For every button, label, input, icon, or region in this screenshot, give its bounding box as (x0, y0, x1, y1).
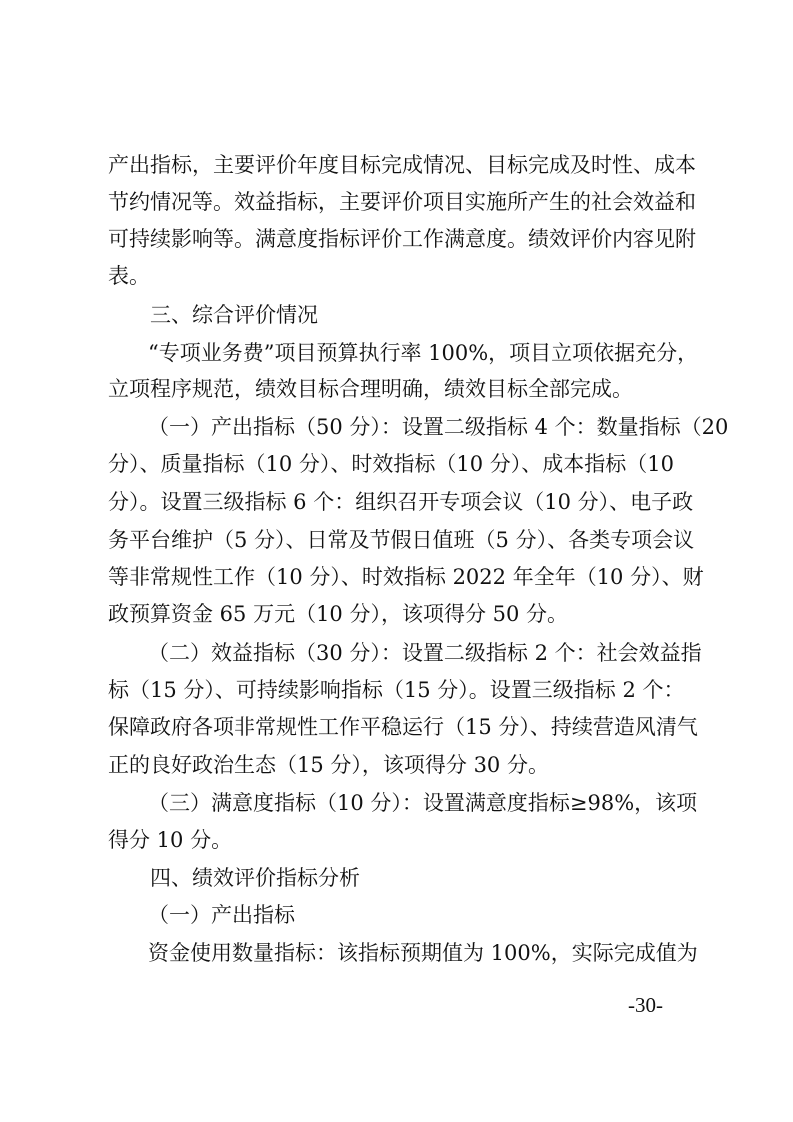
text-line: 立项程序规范，绩效目标合理明确，绩效目标全部完成。 (108, 377, 633, 401)
subsection-line: （二）效益指标（30 分）：设置二级指标 2 个：社会效益指 (148, 641, 702, 665)
subsection-line: （一）产出指标（50 分）：设置二级指标 4 个：数量指标（20 (148, 415, 729, 439)
text-line: 节约情况等。效益指标，主要评价项目实施所产生的社会效益和 (108, 190, 696, 214)
section-heading: 四、绩效评价指标分析 (150, 866, 360, 890)
page-number: -30- (628, 993, 663, 1017)
text-line: 资金使用数量指标：该指标预期值为 100%，实际完成值为 (148, 941, 698, 965)
text-line: 正的良好政治生态（15 分），该项得分 30 分。 (108, 753, 549, 777)
text-line: 表。 (108, 264, 150, 288)
text-line: 务平台维护（5 分）、日常及节假日值班（5 分）、各类专项会议 (108, 528, 695, 552)
text-line: 保障政府各项非常规性工作平稳运行（15 分）、持续营造风清气 (108, 715, 698, 739)
text-line: 分）、质量指标（10 分）、时效指标（10 分）、成本指标（10 (108, 452, 675, 476)
section-heading: 三、综合评价情况 (150, 303, 318, 327)
text-line: 得分 10 分。 (108, 828, 233, 852)
text-line: 政预算资金 65 万元（10 分），该项得分 50 分。 (108, 602, 569, 626)
text-line: 分）。设置三级指标 6 个：组织召开专项会议（10 分）、电子政 (108, 490, 694, 514)
subsection-line: （三）满意度指标（10 分）：设置满意度指标≥98%，该项 (148, 791, 698, 815)
text-line: 等非常规性工作（10 分）、时效指标 2022 年全年（10 分）、财 (108, 565, 704, 589)
text-line: 可持续影响等。满意度指标评价工作满意度。绩效评价内容见附 (108, 227, 696, 251)
text-line: 标（15 分）、可持续影响指标（15 分）。设置三级指标 2 个： (108, 678, 685, 702)
subsection-heading: （一）产出指标 (148, 903, 295, 927)
text-line: “专项业务费”项目预算执行率 100%，项目立项依据充分， (148, 341, 699, 365)
text-line: 产出指标，主要评价年度目标完成情况、目标完成及时性、成本 (108, 153, 696, 177)
